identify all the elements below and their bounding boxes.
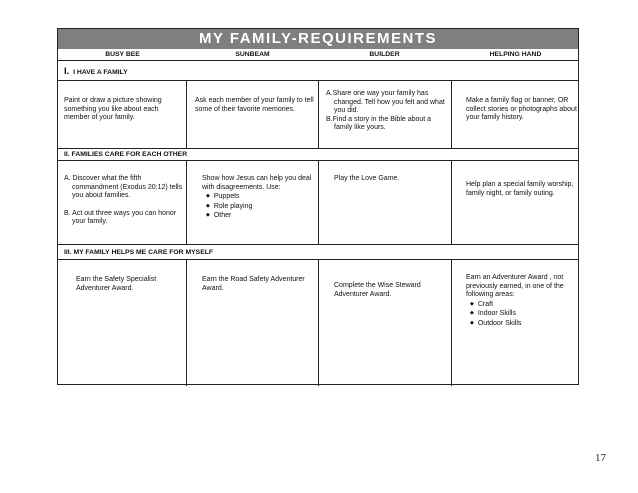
column-header-row	[58, 49, 578, 61]
list-item: ◆ Craft	[466, 300, 578, 310]
section-1-helping-hand-cell	[466, 97, 578, 123]
page-title: MY FAMILY-REQUIREMENTS	[58, 29, 578, 49]
column-divider	[318, 81, 319, 149]
requirement-text: Paint or draw a picture showing something you like about each member of your family.	[64, 97, 162, 122]
requirement-text: Earn an Adventurer Award , not previously earned, in one of the following areas:	[466, 274, 564, 299]
requirements-table	[57, 28, 579, 385]
column-header-helping-hand: HELPING HAND	[489, 51, 542, 58]
requirement-text: Make a family flag or banner, OR collect stories or photographs about your family history.	[466, 97, 577, 122]
requirement-option-a: A.Share one way your family has changed. Tell how you felt and what you did.	[326, 90, 445, 115]
requirement-option-a: A. Discover what the fifth commandment (Exodus 20:12) tells you about families.	[64, 175, 183, 200]
section-1-numeral: I.	[64, 66, 70, 77]
requirement-text: Play the Love Game.	[334, 175, 400, 182]
award-areas-list	[466, 300, 578, 329]
column-divider	[451, 260, 452, 386]
requirement-text: Complete the Wise Steward Adventurer Award.	[334, 282, 421, 298]
page-number: 17	[595, 452, 606, 464]
column-divider	[451, 161, 452, 245]
section-3-helping-hand-cell	[466, 274, 578, 329]
section-2-builder-cell	[334, 175, 446, 184]
list-item: ◆ Other	[202, 211, 317, 221]
section-1-builder-cell	[326, 90, 446, 133]
requirement-text: Help plan a special family worship, family night, or family outing.	[466, 181, 574, 197]
requirement-text: Show how Jesus can help you deal with disagreements. Use:	[202, 175, 312, 191]
column-divider	[318, 161, 319, 245]
section-2-header	[58, 149, 578, 161]
section-3-header	[58, 245, 578, 260]
requirement-text: Earn the Safety Specialist Adventurer Award.	[76, 276, 157, 292]
column-divider	[318, 260, 319, 386]
section-1-title: I HAVE A FAMILY	[73, 69, 128, 76]
section-1-busy-bee-cell	[64, 97, 182, 123]
list-item: ◆ Outdoor Skills	[466, 319, 578, 329]
requirement-option-b: B.Find a story in the Bible about a family like yours.	[326, 115, 432, 132]
column-header-builder: BUILDER	[369, 51, 400, 58]
column-divider	[451, 81, 452, 149]
column-header-sunbeam: SUNBEAM	[235, 51, 270, 58]
list-item: ◆ Indoor Skills	[466, 309, 578, 319]
column-divider	[186, 161, 187, 245]
section-3-builder-cell	[334, 282, 446, 299]
section-2-helping-hand-cell	[466, 181, 578, 198]
section-1-sunbeam-cell	[195, 97, 317, 114]
column-divider	[186, 81, 187, 149]
section-2-sunbeam-cell	[202, 175, 317, 221]
list-item: ◆ Role playing	[202, 202, 317, 212]
section-3-title: III. MY FAMILY HELPS ME CARE FOR MYSELF	[64, 249, 214, 256]
column-divider	[186, 260, 187, 386]
requirement-text: Ask each member of your family to tell some of their favorite memories.	[195, 97, 314, 113]
section-3-sunbeam-cell	[202, 276, 316, 293]
requirement-option-b: B. Act out three ways you can honor your family.	[64, 209, 177, 226]
column-header-busy-bee: BUSY BEE	[105, 51, 140, 58]
list-item: ◆ Puppets	[202, 192, 317, 202]
requirement-text: Earn the Road Safety Adventurer Award.	[202, 276, 305, 292]
sunbeam-options-list	[202, 192, 317, 221]
section-1-header	[58, 61, 578, 81]
section-2-title: II. FAMILIES CARE FOR EACH OTHER	[64, 151, 188, 158]
section-3-busy-bee-cell	[76, 276, 184, 293]
section-2-busy-bee-cell	[64, 175, 186, 227]
